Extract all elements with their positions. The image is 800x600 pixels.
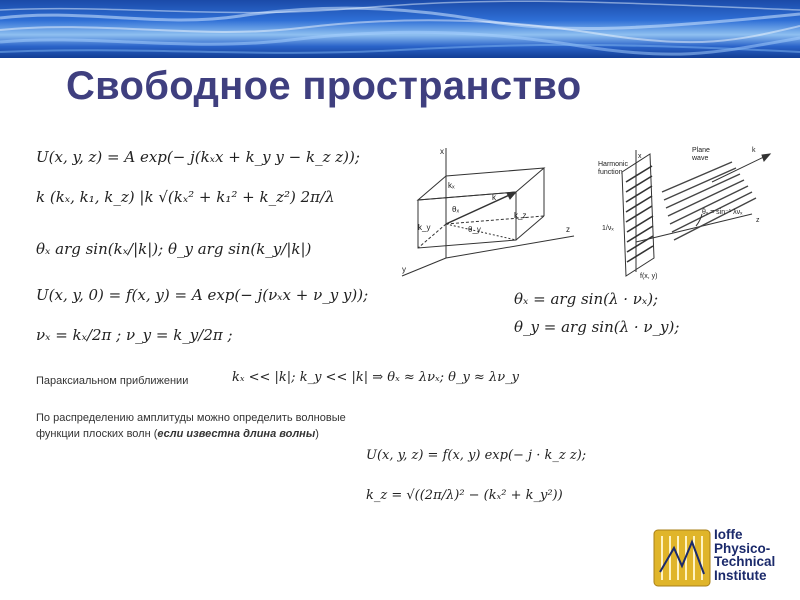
equation-paraxial: kₓ << |k|; k_y << |k| ⇒ θₓ ≈ λνₓ; θ_y ≈ λν_y: [232, 370, 519, 385]
fig2-formula: θₓ = sin⁻¹ λνₓ: [702, 209, 743, 216]
fig2-harmonic: Harmonic: [598, 161, 628, 168]
fig1-axis-y: y: [402, 265, 406, 274]
fig2-fxy: f(x, y): [640, 273, 658, 280]
fig2-wave: wave: [692, 155, 709, 162]
fig2-plane: Plane: [692, 147, 710, 154]
fig2-axis-z: z: [756, 217, 760, 224]
fig1-label-kx: kₓ: [448, 181, 455, 190]
equation-theta-x: θₓ = arg sin(λ · νₓ);: [514, 290, 659, 308]
equation-wave-vector: k (kₓ, k₁, k_z) |k √(kₓ² + k₁² + k_z²) 2π/λ: [36, 188, 335, 206]
fig1-label-thy: θ_y: [468, 225, 481, 234]
fig1-axis-x: x: [440, 147, 444, 156]
fig1-label-kz: k_z: [514, 211, 527, 220]
fig1-label-ky: k_y: [418, 223, 431, 232]
slide-title: Свободное пространство: [66, 64, 582, 108]
paraxial-label: Параксиальном приближении: [36, 375, 189, 387]
equation-plane-wave: U(x, y, z) = A exp(− j(kₓx + k_y y − k_z z));: [36, 148, 360, 166]
wave-pattern: [0, 0, 800, 58]
header-banner: [0, 0, 800, 58]
equation-propagation: U(x, y, z) = f(x, y) exp(− j · k_z z);: [366, 448, 587, 463]
wave-vector-box-figure: [388, 142, 578, 282]
amplitude-text-line2: функции плоских волн (если известна длина волны): [36, 428, 319, 440]
fig2-k: k: [752, 147, 756, 154]
equation-spatial-freq: νₓ = kₓ/2π ; ν_y = k_y/2π ;: [36, 326, 233, 344]
fig2-function: function: [598, 169, 623, 176]
fig1-axis-z: z: [566, 225, 570, 234]
plane-wave-figure: [592, 142, 782, 282]
fig1-label-thx: θₓ: [452, 205, 460, 214]
equation-angles: θₓ arg sin(kₓ/|k|); θ_y arg sin(k_y/|k|): [36, 240, 312, 258]
ioffe-logo-text: Ioffe Physico- Technical Institute: [714, 527, 776, 583]
fig2-nu: 1/νₓ: [602, 225, 614, 232]
amplitude-text-line1: По распределению амплитуды можно определить волновые: [36, 412, 346, 424]
equation-z0: U(x, y, 0) = f(x, y) = A exp(− j(νₓx + ν_y y));: [36, 286, 369, 304]
amplitude-text-bold: если известна длина волны: [157, 428, 316, 440]
fig2-axis-x: x: [638, 153, 642, 160]
fig1-label-k: k: [492, 193, 496, 202]
equation-theta-y: θ_y = arg sin(λ · ν_y);: [514, 318, 680, 336]
equation-kz: k_z = √((2π/λ)² − (kₓ² + k_y²)): [366, 488, 563, 503]
